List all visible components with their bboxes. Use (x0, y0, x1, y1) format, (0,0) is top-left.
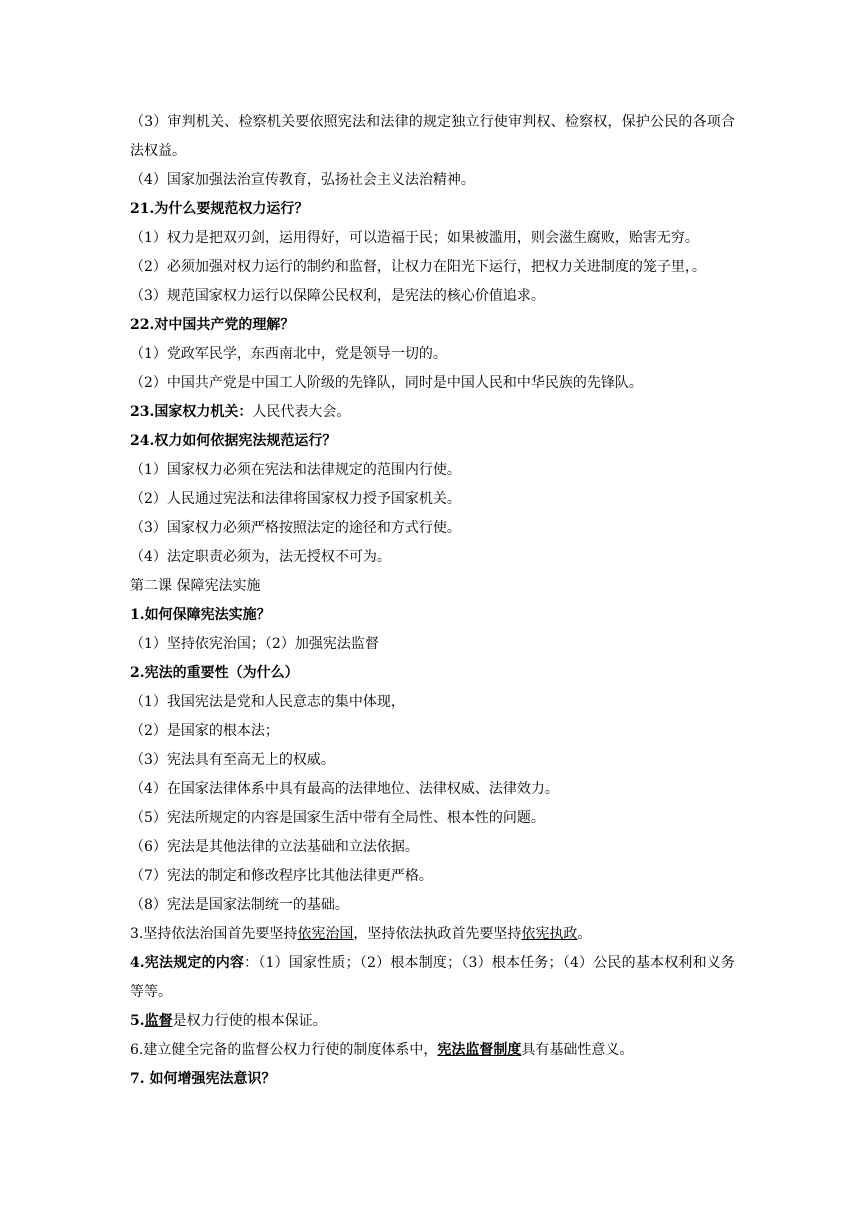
question-23-value: 人民代表大会。 (252, 404, 351, 420)
question-3-part-c: ，坚持依法执政首先要坚持 (353, 926, 522, 942)
question-3-part-a: 3.坚持依法治国首先要坚持 (130, 926, 298, 942)
answer-2-3: （3）宪法具有至高无上的权威。 (130, 752, 335, 768)
question-24-heading: 24.权力如何依据宪法规范运行？ (130, 433, 337, 449)
question-7-heading: 7. 如何增强宪法意识？ (130, 1071, 276, 1087)
question-5-number: 5. (130, 1013, 145, 1029)
question-22-heading: 22.对中国共产党的理解？ (130, 317, 295, 333)
answer-22-1: （1）党政军民学，东西南北中，党是领导一切的。 (130, 346, 447, 362)
document-body (130, 108, 735, 1094)
question-4-text: ：（1）国家性质；（2）根本制度；（3）根本任务；（4）公民的基本权利和义务等等。 (130, 955, 735, 1000)
answer-21-2: （2）必须加强对权力运行的制约和监督，让权力在阳光下运行，把权力关进制度的笼子里，。 (130, 259, 706, 275)
answer-2-1: （1）我国宪法是党和人民意志的集中体现， (130, 694, 405, 710)
question-6-term: 宪法监督制度 (437, 1042, 522, 1058)
question-5-line (130, 1007, 735, 1036)
answer-2-7: （7）宪法的制定和修改程序比其他法律更严格。 (130, 868, 433, 884)
answer-24-1: （1）国家权力必须在宪法和法律规定的范围内行使。 (130, 462, 461, 478)
question-4-label: 4.宪法规定的内容 (130, 955, 245, 971)
answer-22-2: （2）中国共产党是中国工人阶级的先锋队，同时是中国人民和中华民族的先锋队。 (130, 375, 643, 391)
question-1-heading: 1.如何保障宪法实施？ (130, 607, 271, 623)
question-5-text: 是权力行使的根本保证。 (172, 1013, 327, 1029)
answer-24-2: （2）人民通过宪法和法律将国家权力授予国家机关。 (130, 491, 461, 507)
question-6-part-a: 6.建立健全完备的监督公权力行使的制度体系中， (130, 1042, 438, 1058)
question-6-part-c: 具有基础性意义。 (521, 1042, 634, 1058)
question-23-label: 23.国家权力机关： (130, 404, 253, 420)
question-3-term-1: 依宪治国 (297, 926, 354, 942)
answer-2-8: （8）宪法是国家法制统一的基础。 (130, 897, 349, 913)
answer-21-1: （1）权力是把双刃剑，运用得好，可以造福于民；如果被滥用，则会滋生腐败，贻害无穷。 (130, 230, 699, 246)
question-3-term-2: 依宪执政 (521, 926, 578, 942)
question-3-part-e: 。 (577, 926, 592, 942)
question-2-heading: 2.宪法的重要性（为什么） (130, 665, 299, 681)
answer-24-4: （4）法定职责必须为，法无授权不可为。 (130, 549, 391, 565)
answer-2-5: （5）宪法所规定的内容是国家生活中带有全局性、根本性的问题。 (130, 810, 545, 826)
question-21-heading: 21.为什么要规范权力运行？ (130, 201, 309, 217)
answer-1: （1）坚持依宪治国；（2）加强宪法监督 (130, 636, 379, 652)
lesson-title: 第二课 保障宪法实施 (130, 578, 261, 594)
answer-2-4: （4）在国家法律体系中具有最高的法律地位、法律权威、法律效力。 (130, 781, 559, 797)
answer-24-3: （3）国家权力必须严格按照法定的途径和方式行使。 (130, 520, 461, 536)
question-6-line (130, 1036, 735, 1065)
paragraph-3-judicial: （3）审判机关、检察机关要依照宪法和法律的规定独立行使审判权、检察权，保护公民的各项合法权益。 (130, 114, 735, 159)
question-3-line (130, 920, 735, 949)
question-23-line (130, 398, 735, 427)
answer-21-3: （3）规范国家权力运行以保障公民权利，是宪法的核心价值追求。 (130, 288, 545, 304)
paragraph-4-education: （4）国家加强法治宣传教育，弘扬社会主义法治精神。 (130, 172, 475, 188)
question-5-term: 监督 (144, 1013, 173, 1029)
question-4-paragraph (130, 949, 735, 1007)
answer-2-6: （6）宪法是其他法律的立法基础和立法依据。 (130, 839, 419, 855)
answer-2-2: （2）是国家的根本法； (130, 723, 279, 739)
